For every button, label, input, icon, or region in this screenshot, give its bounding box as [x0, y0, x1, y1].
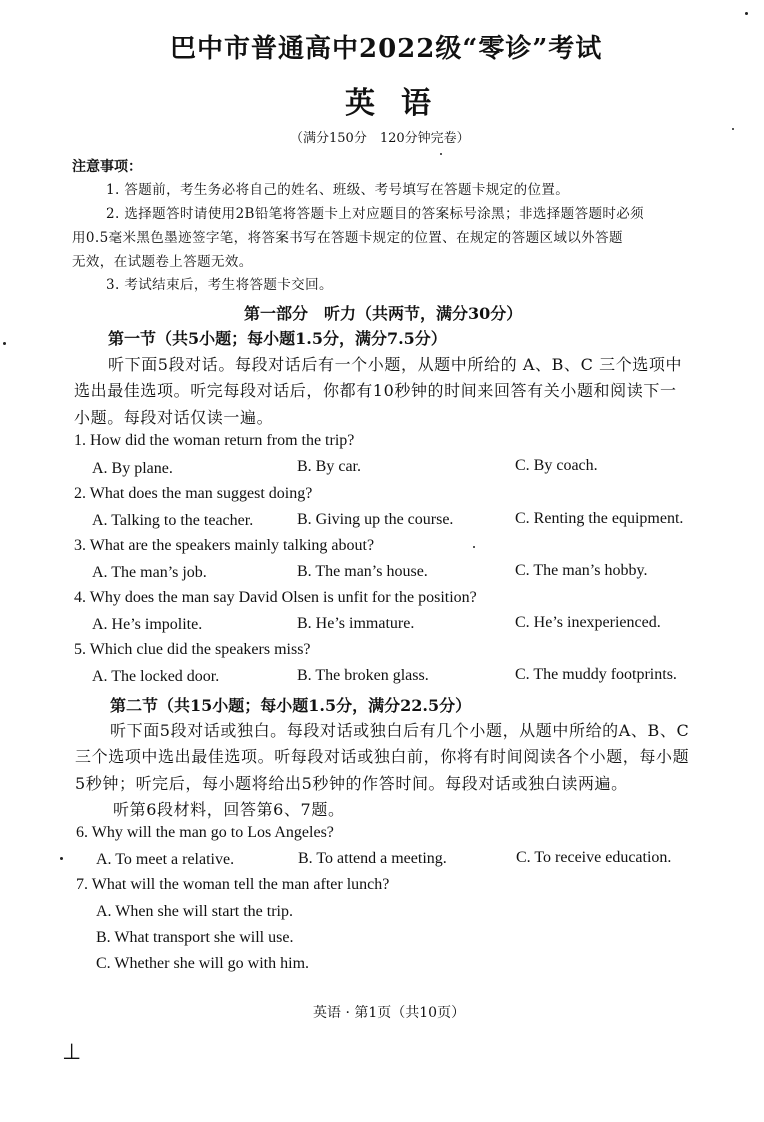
- scan-speck: [473, 546, 475, 548]
- option-b: B. The man’s house.: [297, 563, 428, 580]
- scan-speck: [3, 342, 6, 345]
- section1-heading: 第一节（共5小题；每小题1.5分，满分7.5分）: [108, 329, 447, 348]
- question-stem: 5. Which clue did the speakers miss?: [74, 641, 311, 658]
- notice-item-2-line-3: 无效，在试题卷上答题无效。: [72, 254, 253, 270]
- option-b: B. By car.: [297, 458, 361, 475]
- option-c: C. Renting the equipment.: [515, 510, 684, 527]
- notice-item-2-line-2: 用0.5毫米黑色墨迹签字笔，将答案书写在答题卡规定的位置、在规定的答题区域以外答题: [72, 230, 623, 246]
- option-b: B. To attend a meeting.: [298, 850, 447, 867]
- notice-heading: 注意事项：: [72, 159, 142, 175]
- option-a: A. To meet a relative.: [96, 851, 235, 868]
- option-a: A. Talking to the teacher.: [92, 512, 254, 529]
- section2-instruction-line-2: 三个选项中选出最佳选项。听每段对话或独白前，你将有时间阅读各个小题，每小题: [75, 747, 690, 766]
- notice-item-2-line-1: 2. 选择题答时请使用2B铅笔将答题卡上对应题目的答案标号涂黑；非选择题答题时必须: [106, 206, 645, 222]
- option-a: A. The locked door.: [92, 668, 220, 685]
- question-stem: 2. What does the man suggest doing?: [74, 485, 313, 502]
- option-c: C. The man’s hobby.: [515, 562, 648, 579]
- corner-mark: ⊥: [62, 1040, 82, 1065]
- question-stem: 6. Why will the man go to Los Angeles?: [76, 824, 334, 841]
- scan-speck: [745, 12, 748, 15]
- section2-instruction-line-3: 5秒钟；听完后，每小题将给出5秒钟的作答时间。每段对话或独白读两遍。: [75, 774, 628, 793]
- exam-meta: （满分150分 120分钟完卷）: [290, 131, 470, 146]
- option-b: B. The broken glass.: [297, 667, 429, 684]
- option-c: C. By coach.: [515, 457, 598, 474]
- notice-item-3: 3. 考试结束后，考生将答题卡交回。: [106, 277, 333, 293]
- option-c: C. The muddy footprints.: [515, 666, 677, 683]
- option-c: C. To receive education.: [516, 849, 672, 866]
- option-a: A. By plane.: [92, 460, 173, 477]
- option-c: C. Whether she will go with him.: [96, 955, 310, 972]
- question-stem: 3. What are the speakers mainly talking about?: [74, 537, 375, 554]
- question-stem: 1. How did the woman return from the trip?: [74, 432, 355, 449]
- option-a: A. The man’s job.: [92, 564, 207, 581]
- scan-speck: [60, 857, 63, 860]
- option-b: B. He’s immature.: [297, 615, 415, 632]
- option-c: C. He’s inexperienced.: [515, 614, 661, 631]
- notice-item-1: 1. 答题前，考生务必将自己的姓名、班级、考号填写在答题卡规定的位置。: [106, 182, 570, 198]
- question-stem: 7. What will the woman tell the man after lunch?: [76, 876, 390, 893]
- subject-title: 英语: [345, 86, 457, 121]
- question-stem: 4. Why does the man say David Olsen is unfit for the position?: [74, 589, 477, 606]
- option-a: A. When she will start the trip.: [96, 903, 293, 920]
- section2-instruction-line-1: 听下面5段对话或独白。每段对话或独白后有几个小题，从题中所给的A、B、C: [110, 721, 690, 740]
- section2-heading: 第二节（共15小题；每小题1.5分，满分22.5分）: [110, 696, 472, 715]
- scan-speck: [440, 153, 442, 155]
- exam-title: 巴中市普通高中2022级“零诊”考试: [170, 34, 603, 64]
- part1-heading: 第一部分 听力（共两节，满分30分）: [244, 304, 523, 323]
- section1-instruction-line-1: 听下面5段对话。每段对话后有一个小题，从题中所给的 A、B、C 三个选项中: [108, 355, 683, 374]
- option-b: B. Giving up the course.: [297, 511, 454, 528]
- page-footer: 英语 · 第1页（共10页）: [313, 1005, 466, 1021]
- option-a: A. He’s impolite.: [92, 616, 203, 633]
- option-b: B. What transport she will use.: [96, 929, 294, 946]
- section1-instruction-line-3: 小题。每段对话仅读一遍。: [74, 408, 274, 427]
- material-6-instruction: 听第6段材料，回答第6、7题。: [113, 800, 345, 819]
- scan-speck: [732, 128, 734, 130]
- section1-instruction-line-2: 选出最佳选项。听完每段对话后，你都有10秒钟的时间来回答有关小题和阅读下一: [74, 381, 677, 400]
